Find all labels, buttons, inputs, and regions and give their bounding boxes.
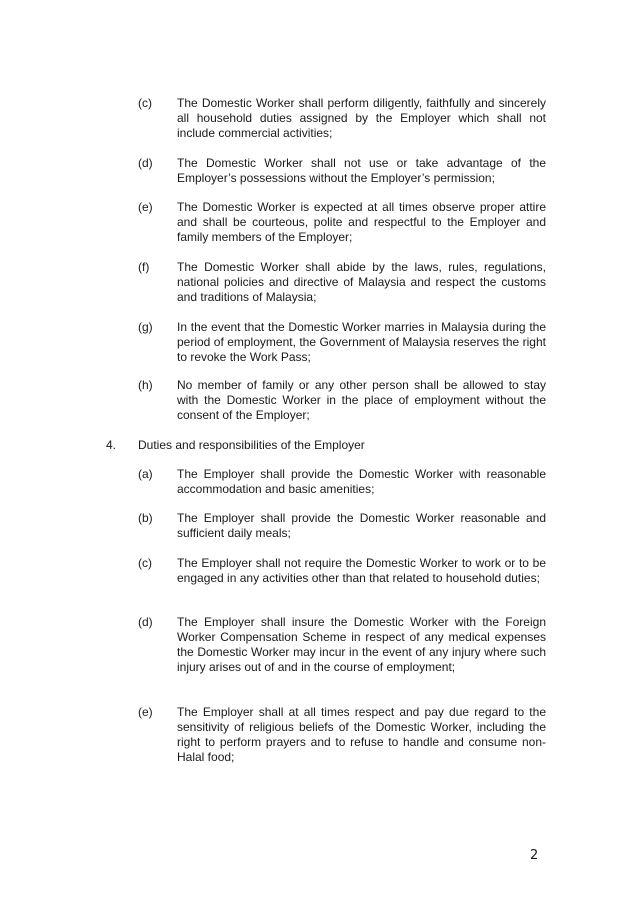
clause-text: The Employer shall provide the Domestic Worker reasonable and sufficient daily meals; (177, 511, 546, 540)
clause-text: The Domestic Worker shall abide by the laws, rules, regulations, national policies and directive of Malaysia and respect the customs and traditions of Malaysia; (177, 260, 546, 304)
clause-marker: (c) (138, 556, 152, 570)
clause-text: In the event that the Domestic Worker marries in Malaysia during the period of employment, the Government of Malaysia reserves the right to revoke the Work Pass; (177, 320, 546, 364)
clause-marker: (h) (138, 378, 153, 392)
clause-marker: (g) (138, 320, 153, 334)
clause-marker: (b) (138, 511, 153, 525)
section-number: 4. (106, 438, 117, 452)
clause-marker: (f) (138, 260, 150, 274)
clause-marker: (c) (138, 96, 152, 110)
clause-marker: (a) (138, 467, 153, 481)
clause-text: The Domestic Worker is expected at all times observe proper attire and shall be courteous, polite and respectful to the Employer and family members of the Employer; (177, 200, 546, 244)
clause-text: The Domestic Worker shall perform diligently, faithfully and sincerely all household duties assigned by the Employer which shall not include commercial activities; (177, 96, 546, 140)
page-number: 2 (530, 848, 539, 863)
clause-marker: (d) (138, 615, 153, 629)
clause-marker: (e) (138, 200, 153, 214)
clause-text: The Employer shall not require the Domestic Worker to work or to be engaged in any activities other than that related to household duties; (177, 556, 546, 585)
clause-text: The Employer shall at all times respect and pay due regard to the sensitivity of religious beliefs of the Domestic Worker, including the right to perform prayers and to refuse to handle and consume non-Halal food; (177, 705, 546, 764)
clause-text: No member of family or any other person shall be allowed to stay with the Domestic Worker in the place of employment without the consent of the Employer; (177, 378, 546, 422)
clause-text: The Employer shall provide the Domestic Worker with reasonable accommodation and basic amenities; (177, 467, 546, 496)
clause-text: The Domestic Worker shall not use or take advantage of the Employer’s possessions without the Employer’s permission; (177, 156, 546, 185)
section-heading: Duties and responsibilities of the Employer (138, 438, 365, 452)
clause-marker: (e) (138, 705, 153, 719)
clause-marker: (d) (138, 156, 153, 170)
clause-text: The Employer shall insure the Domestic Worker with the Foreign Worker Compensation Scheme in respect of any medical expenses the Domestic Worker may incur in the event of any injury where such injury arises out of and in the course of employment; (177, 615, 546, 674)
